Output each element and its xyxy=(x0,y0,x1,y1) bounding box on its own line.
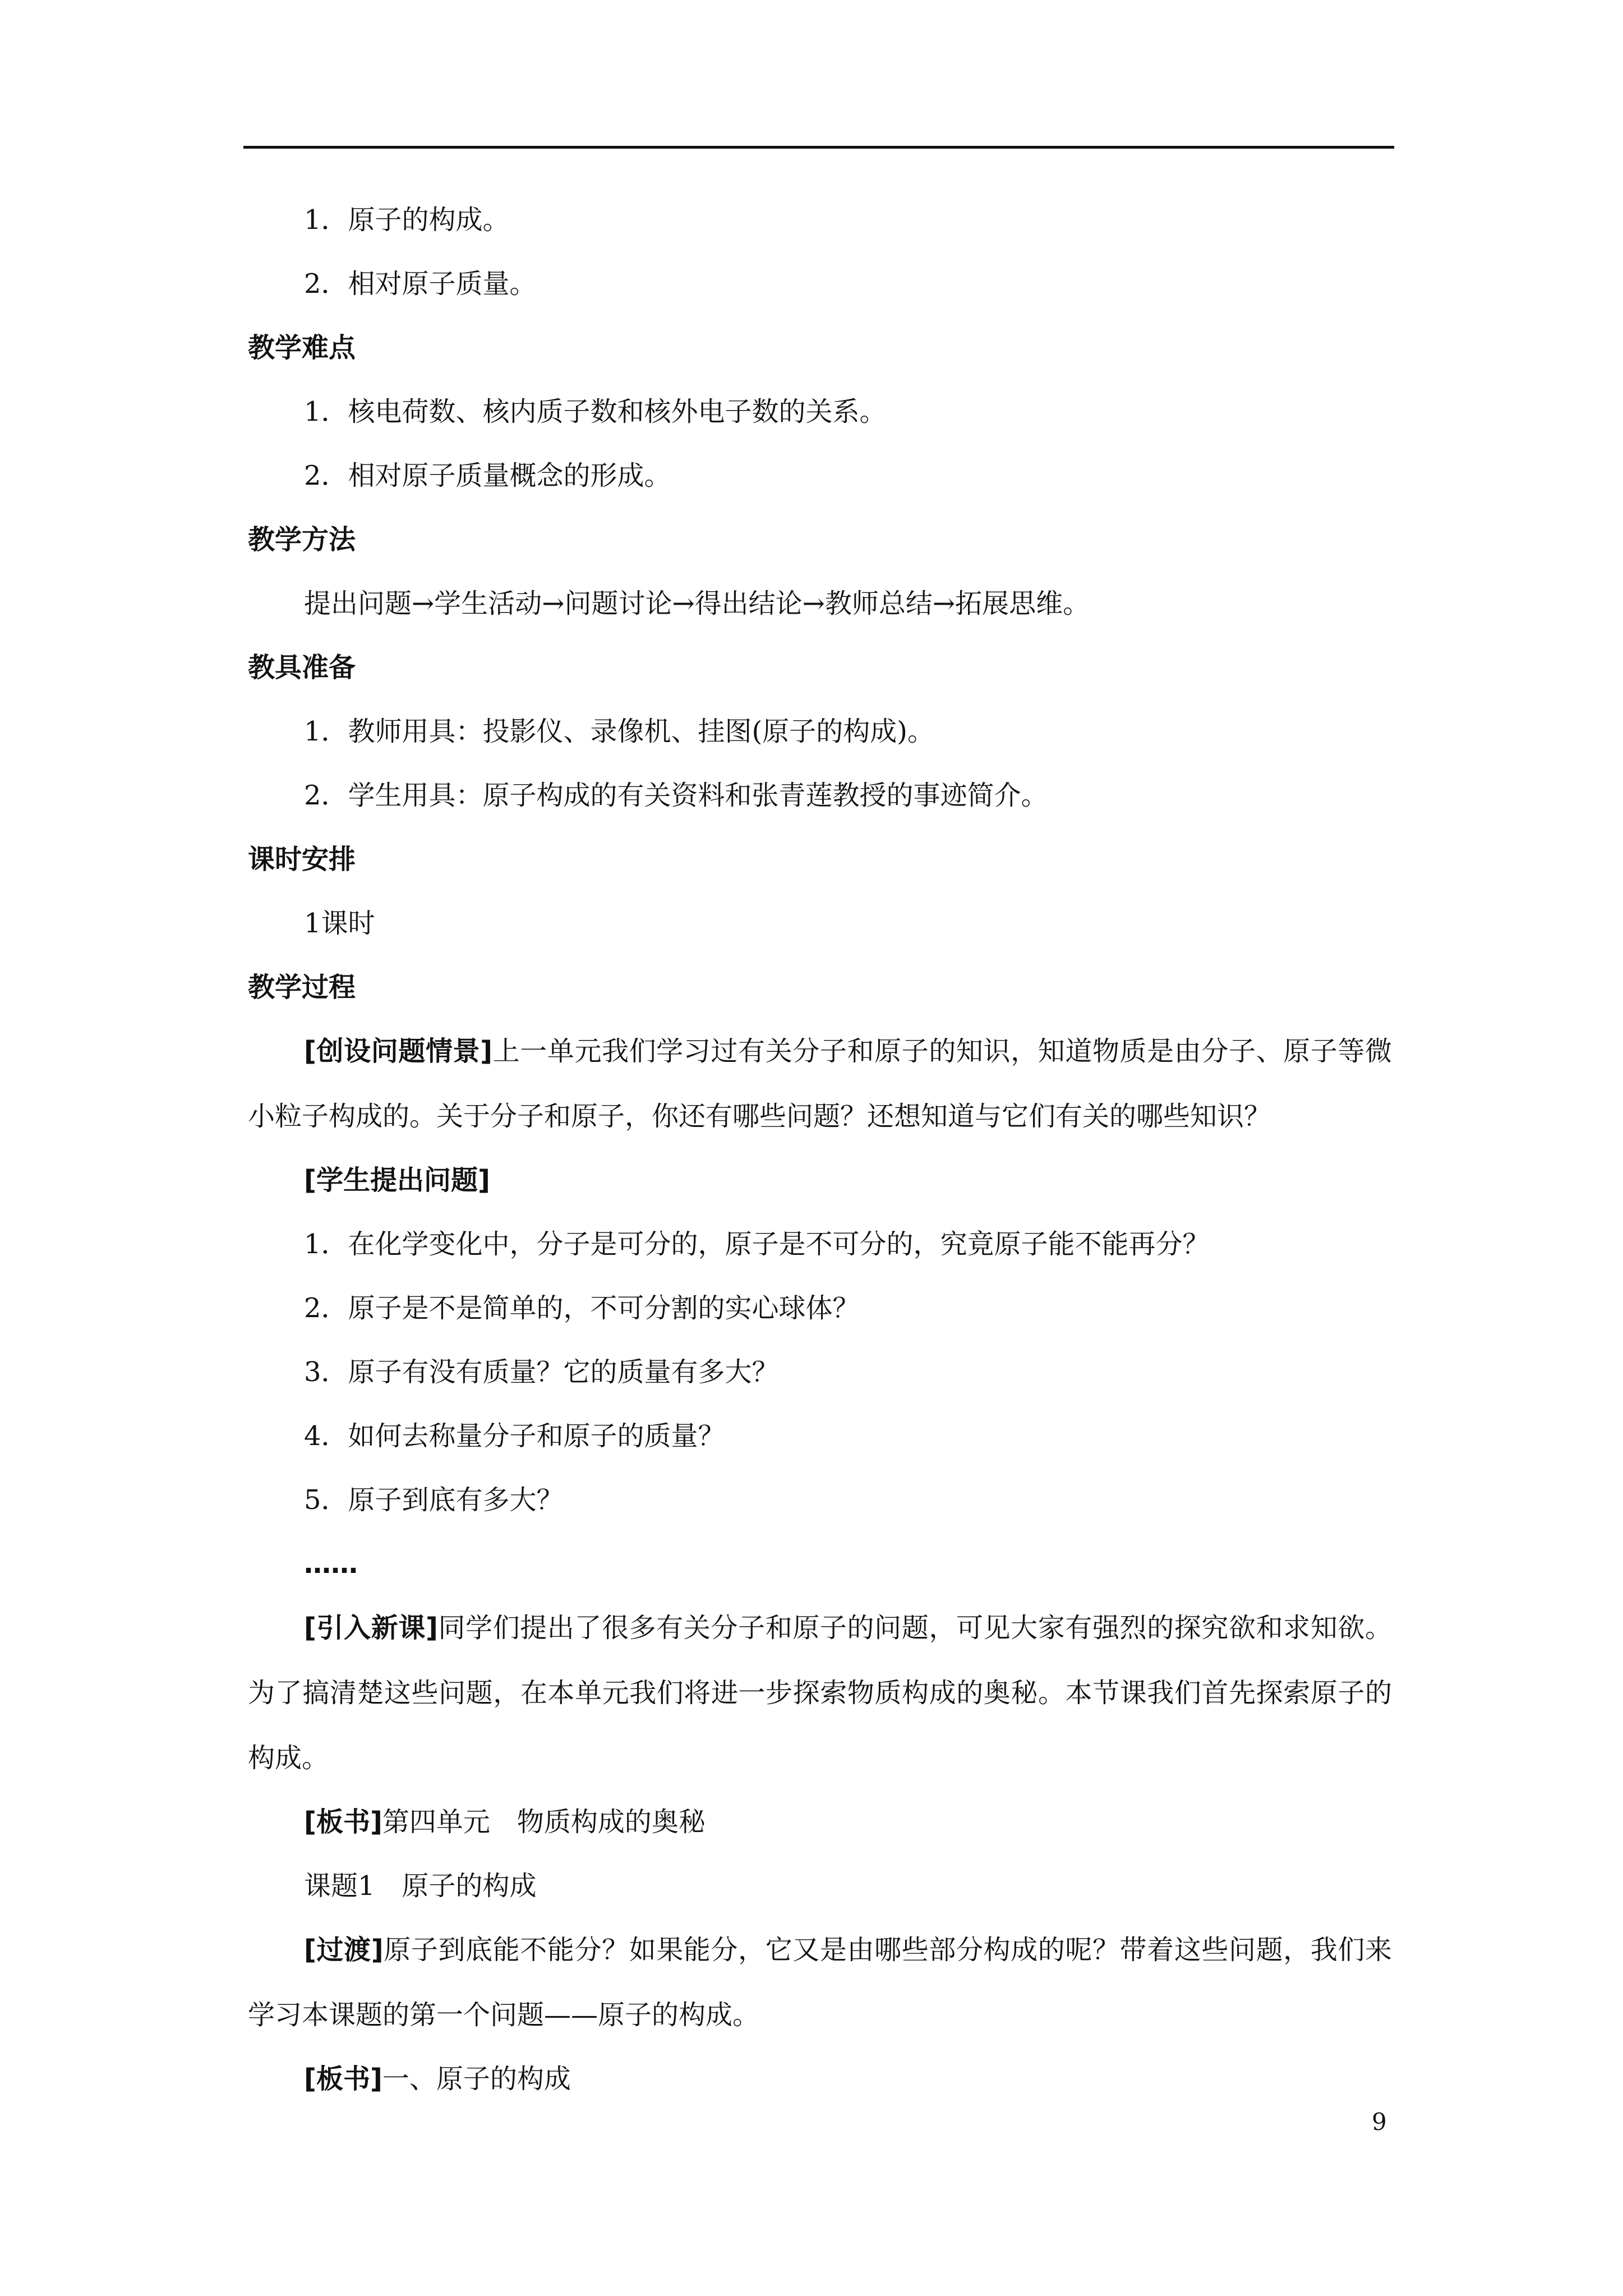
header-rule xyxy=(243,146,1394,149)
tools-item: 2．学生用具：原子构成的有关资料和张青莲教授的事迹简介。 xyxy=(304,780,1048,811)
board-tag: [板书] xyxy=(304,2063,382,2095)
section-heading-schedule: 课时安排 xyxy=(248,844,356,875)
board-unit-title: 第四单元 物质构成的奥秘 xyxy=(382,1806,706,1838)
document-body xyxy=(248,202,1392,2125)
focus-item: 2．相对原子质量。 xyxy=(304,268,537,300)
board-lesson-title: 课题1 原子的构成 xyxy=(304,1870,537,1902)
question-item: 3．原子有没有质量？它的质量有多大？ xyxy=(304,1356,779,1388)
board-section-title: 一、原子的构成 xyxy=(382,2063,571,2095)
page-number: 9 xyxy=(1372,2108,1387,2136)
intro-tag: [引入新课] xyxy=(304,1612,438,1644)
transition-text: 原子到底能不能分？如果能分，它又是由哪些部分构成的呢？带着这些问题，我们来学习本课题的第一个问题——原子的构成。 xyxy=(248,1934,1392,2031)
tools-item: 1．教师用具：投影仪、录像机、挂图(原子的构成)。 xyxy=(304,716,934,747)
ellipsis: …… xyxy=(304,1548,358,1580)
scenario-text: 上一单元我们学习过有关分子和原子的知识，知道物质是由分子、原子等微小粒子构成的。关于分子和原子，你还有哪些问题？还想知道与它们有关的哪些知识？ xyxy=(248,1036,1392,1132)
schedule-text: 1课时 xyxy=(304,908,375,939)
intro-paragraph xyxy=(248,1595,1392,1791)
transition-tag: [过渡] xyxy=(304,1934,384,1966)
section-heading-difficulty: 教学难点 xyxy=(248,332,356,364)
board-note-unit xyxy=(248,1804,1392,1840)
scenario-tag: [创设问题情景] xyxy=(304,1036,493,1067)
question-item: 2．原子是不是简单的，不可分割的实心球体？ xyxy=(304,1292,860,1324)
board-tag: [板书] xyxy=(304,1806,382,1838)
question-item: 1．在化学变化中，分子是可分的，原子是不可分的，究竟原子能不能再分？ xyxy=(304,1228,1210,1260)
difficulty-item: 1．核电荷数、核内质子数和核外电子数的关系。 xyxy=(304,396,887,427)
difficulty-item: 2．相对原子质量概念的形成。 xyxy=(304,460,671,491)
question-item: 4．如何去称量分子和原子的质量？ xyxy=(304,1420,725,1452)
method-text: 提出问题→学生活动→问题讨论→得出结论→教师总结→拓展思维。 xyxy=(304,588,1090,619)
student-questions-tag: [学生提出问题] xyxy=(304,1165,490,1196)
scenario-paragraph xyxy=(248,1019,1392,1149)
intro-text: 同学们提出了很多有关分子和原子的问题，可见大家有强烈的探究欲和求知欲。为了搞清楚这些问题，在本单元我们将进一步探索物质构成的奥秘。本节课我们首先探索原子的构成。 xyxy=(248,1612,1392,1774)
question-item: 5．原子到底有多大？ xyxy=(304,1484,564,1516)
section-heading-process: 教学过程 xyxy=(248,972,356,1003)
focus-item: 1．原子的构成。 xyxy=(304,204,510,236)
section-heading-method: 教学方法 xyxy=(248,524,356,555)
transition-paragraph xyxy=(248,1917,1392,2047)
board-note-section xyxy=(248,2061,1392,2097)
section-heading-tools: 教具准备 xyxy=(248,652,356,683)
